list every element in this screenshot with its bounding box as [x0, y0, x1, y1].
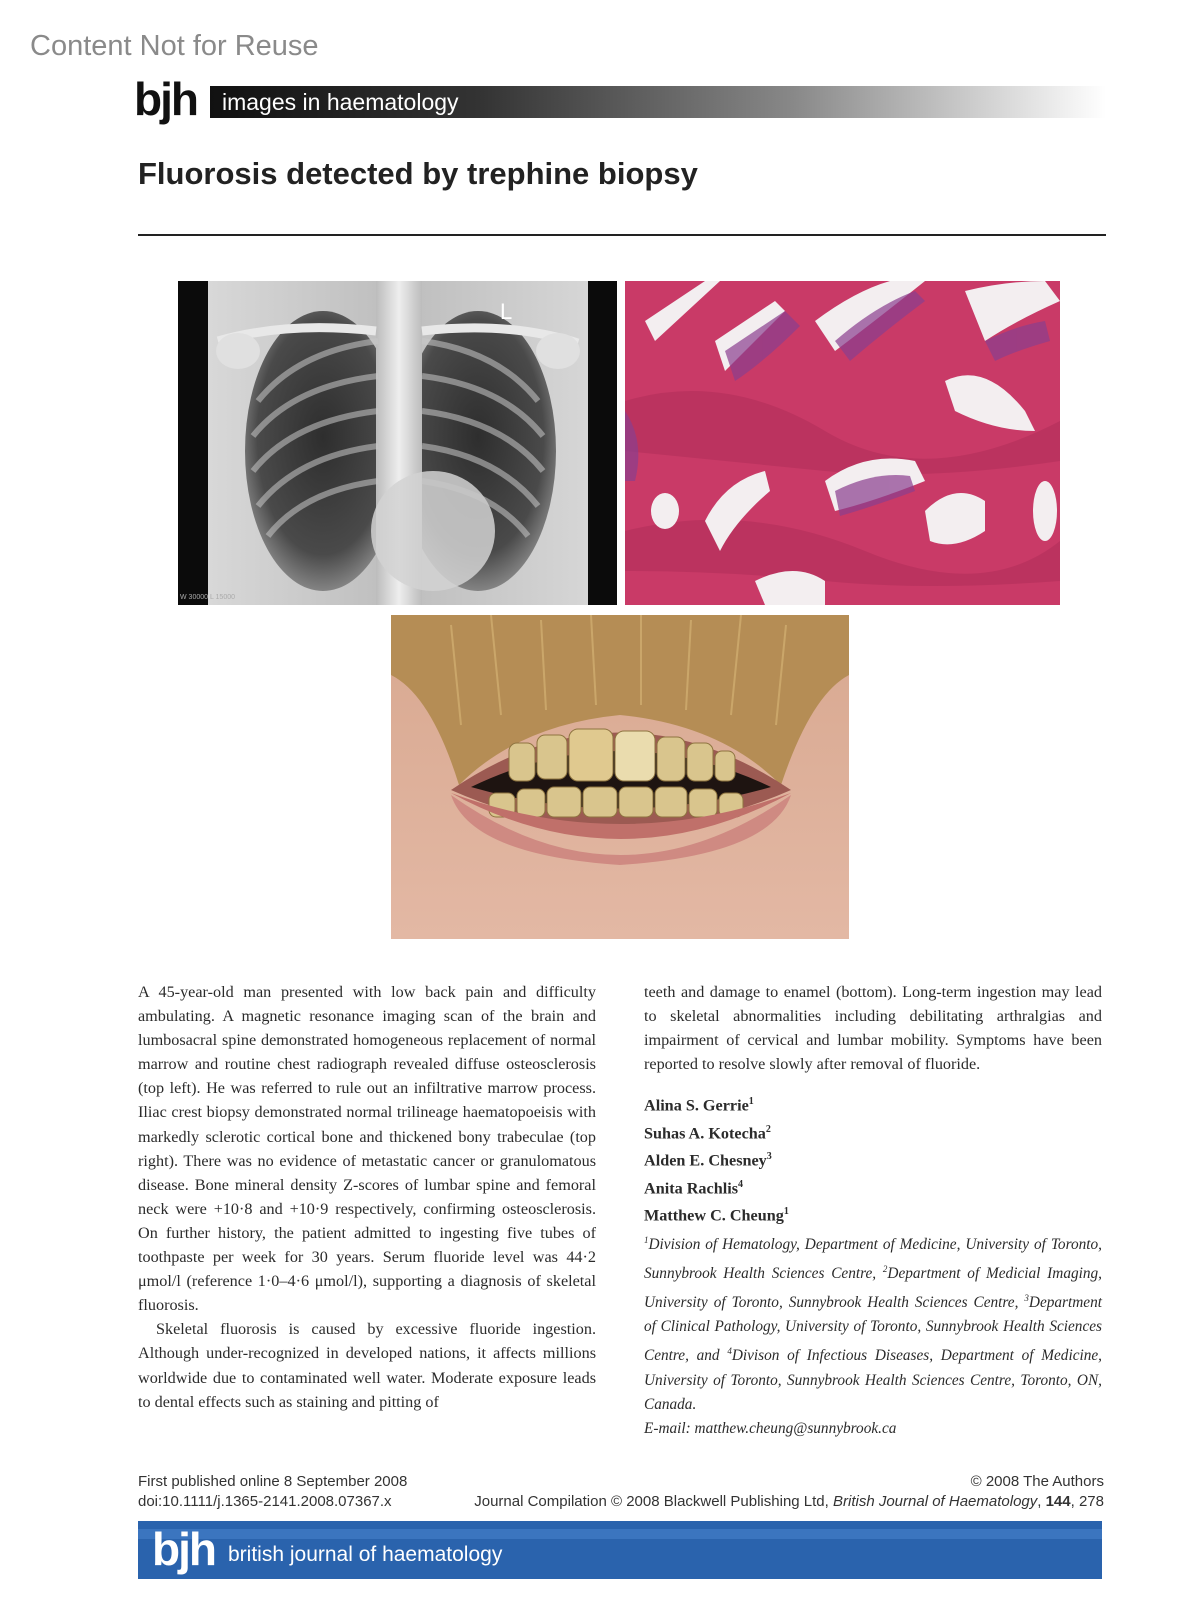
- copyright-notice: © 2008 The Authors: [970, 1473, 1104, 1490]
- band-stripe: [138, 1529, 1102, 1539]
- body-column-left: [138, 980, 596, 1414]
- chest-radiograph-figure: [178, 281, 617, 605]
- dental-fluorosis-photo: [391, 615, 849, 939]
- journal-header: [134, 73, 1106, 128]
- chest-radiograph-image: [178, 281, 617, 605]
- journal-logo-footer: bjh: [152, 1523, 215, 1575]
- body-paragraph: A 45-year-old man presented with low back pain and difficulty ambulating. A magnetic resonance imaging scan of the brain and lumbosacral spine demonstrated homogeneous replacement of normal marrow and routine chest radiograph revealed diffuse osteosclerosis (top left). He was referred to rule out an infiltrative marrow process. Iliac crest biopsy demonstrated normal trilineage haematopoeisis with markedly sclerotic cortical bone and thickened bony trabeculae (top right). There was no evidence of metastatic cancer or granulomatous disease. Bone mineral density Z-scores of lumbar spine and femoral neck were +10·8 and +10·9 respectively, confirming osteosclerosis. On further history, the patient admitted to ingesting five tubes of toothpaste per week for 30 years. Serum fluoride level was 44·2 μmol/l (reference 1·0–4·6 μmol/l), supporting a diagnosis of skeletal fluorosis.: [138, 983, 596, 1315]
- laterality-marker: L: [500, 299, 513, 324]
- affiliations: $^1$Division of Hematology, Department of Medicine, University of Toronto, Sunnybrook Health Sciences Centre, $^2$Department of Medicial Imaging, University of Toronto, Sunnybrook Health Sciences Centre, $^3$Department of Clinical Pathology, University of Toronto, Sunnybrook Health Sciences Centre, and $^4$Divison of Infectious Diseases, Department of Medicine, University of Toronto, Sunnybrook Health Sciences Centre, Toronto, ON, Canada.: [644, 1234, 1102, 1413]
- section-banner: [210, 86, 1106, 118]
- author-name: Alina S. Gerrie$^1$: [644, 1096, 754, 1115]
- section-title: images in haematology: [222, 89, 459, 115]
- body-paragraph: Skeletal fluorosis is caused by excessive fluoride ingestion. Although under-recognized in developed nations, it affects millions worldwide due to contaminated well water. Moderate exposure leads to dental effects such as staining and pitting of: [138, 1320, 596, 1411]
- watermark: Content Not for Reuse: [30, 30, 319, 62]
- publication-date: First published online 8 September 2008: [138, 1473, 408, 1490]
- xray-window-level: W 30000 L 15000: [180, 594, 236, 601]
- article-title: Fluorosis detected by trephine biopsy: [138, 156, 698, 191]
- author-name: Matthew C. Cheung$^1$: [644, 1206, 789, 1225]
- mouth-photo-image: [391, 615, 849, 939]
- contact-email[interactable]: E-mail: matthew.cheung@sunnybrook.ca: [644, 1419, 897, 1437]
- journal-footer-band: [138, 1521, 1102, 1579]
- body-column-right: [644, 980, 1102, 1441]
- journal-compilation: Journal Compilation © 2008 Blackwell Publishing Ltd, British Journal of Haematology, 144, 278: [474, 1493, 1104, 1510]
- title-divider: [138, 234, 1106, 236]
- bone-biopsy-histology-figure: [625, 281, 1060, 605]
- author-name: Alden E. Chesney$^3$: [644, 1151, 772, 1170]
- journal-logo: bjh: [134, 73, 197, 125]
- doi-link[interactable]: doi:10.1111/j.1365-2141.2008.07367.x: [138, 1493, 392, 1510]
- histology-image: [625, 281, 1060, 605]
- body-paragraph: teeth and damage to enamel (bottom). Long-term ingestion may lead to skeletal abnormalities including debilitating arthralgias and impairment of cervical and lumbar mobility. Symptoms have been reported to resolve slowly after removal of fluoride.: [644, 983, 1102, 1074]
- journal-name-footer: british journal of haematology: [228, 1543, 503, 1566]
- author-name: Suhas A. Kotecha$^2$: [644, 1123, 771, 1143]
- author-list: [644, 1090, 1102, 1227]
- author-name: Anita Rachlis$^4$: [644, 1178, 743, 1198]
